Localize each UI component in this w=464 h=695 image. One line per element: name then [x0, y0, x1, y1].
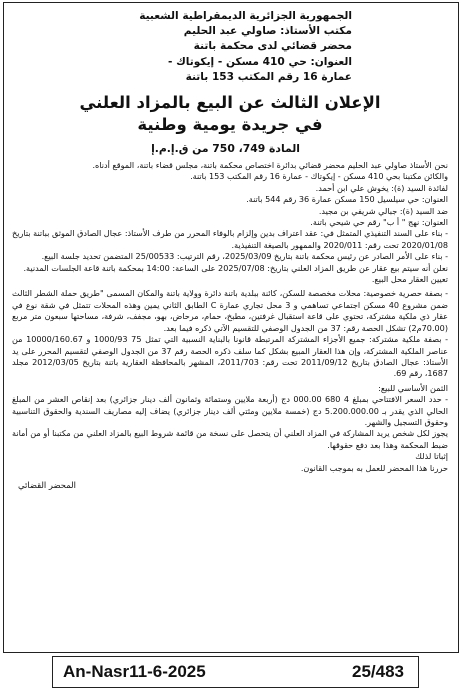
body-paragraph: تعيين العقار محل البيع.: [371, 274, 448, 285]
body-paragraph: - بناء على الأمر الصادر عن رئيس محكمة باتنة بتاريخ 2025/03/09، رقم الترتيب: 25/00533 المتضمن تحديد جلسة البيع.: [41, 251, 448, 262]
body-paragraph: نحن الأستاذ صاولي عبد الحليم محضر قضائي بدائرة اختصاص محكمة باتنة، مجلس قضاء باتنة، الموقع أدناه.: [92, 160, 448, 171]
header-line-address: العنوان: حي 410 مسكن - إيكوتاك -: [168, 55, 352, 68]
legal-reference: المادة 749، 750 من ق.إ.م.إ: [151, 142, 300, 156]
header-line-office: مكتب الأستاذ: صاولي عبد الحليم: [183, 25, 352, 38]
body-paragraph: - بناء على السند التنفيذي المتمثل في: عقد اعتراف بدين وإلزام بالوفاء المحرر من طرف الأستاذ: عجال الصادق الموثق بباتنة بتاريخ 2020/01/08 تحت رقم: 2020/011 والممهور بالصيغة التنفيذية.: [12, 228, 448, 250]
body-paragraph: ضد السيد (ة): جبالي شريفي بن مجيد.: [318, 205, 448, 216]
body-paragraph: إثباتا لذلك: [415, 451, 448, 462]
headline-part-2: في جريدة يومية وطنية: [137, 115, 323, 135]
body-paragraph: حررنا هذا المحضر للعمل به بموجب القانون.: [300, 462, 448, 473]
body-paragraph: - بصفة حصرية خصوصية: محلات مخصصة للسكن، كائنة ببلدية باتنة دائرة وولاية باتنة والمكان المسمى "طريق حملة الشطر الثالث ضمن مشروع 40 مسكن اجتماعي تساهمي و 3 محل تجاري عمارة C الطابق الثاني يمين وهذه المحلات تتمثل في شقة نوع في عقار ذي ملكية مشتركة، تحتوي على قاعة استقبال غرفتين، مطبخ، حمام، مرحاض، بهو، مجفف، شرفة، مساحتها سبعون متر مربع (70.00م2) تشكل الحصة رقم: 37 من الجدول الوصفي للتقسيم الآتي ذكره فيما بعد.: [12, 288, 448, 333]
publication-footer: [52, 656, 419, 688]
body-paragraph: - حدد السعر الافتتاحي بمبلغ 4 680 000.00 دج (أربعة ملايين وستمائة وثمانون ألف دينار جزائري) بعد إنقاص العشر من المبلغ الحالي الذي يقدر بـ 5.200.000.00 دج (خمسة ملايين ومئتي ألف دينار جزائري) يضاف إليه مصاريف السندية والحقوق التناسبية وحقوق التسجيل والشهر.: [12, 394, 448, 427]
body-paragraph: يجوز لكل شخص يريد المشاركة في المزاد العلني أن يتحصل على نسخة من قائمة شروط البيع بالمزاد العلني من مكتبنا أو من أمانة ضبط المحكمة وهذا بعد دفع حقوقها.: [12, 428, 448, 450]
body-paragraph: العنوان: حي سيلسيل 150 مسكن عمارة 36 رقم 544 باتنة.: [246, 194, 448, 205]
notice-headline: [12, 92, 448, 136]
body-paragraph: والكائن مكتبنا بحي 410 مسكن - إيكوتاك - عمارة 16 رقم المكتب 153 باتنة.: [190, 171, 448, 182]
notice-reference-number: 25/483: [352, 662, 404, 681]
notice-body: [12, 160, 448, 474]
body-paragraph: نعلن أنه سيتم بيع عقار عن طريق المزاد العلني بتاريخ: 2025/07/08 على الساعة: 14:00 بمحكمة باتنة قاعة الجلسات المدنية.: [23, 262, 448, 273]
body-paragraph: الثمن الأساسي للبيع:: [378, 382, 448, 393]
publication-date: An-Nasr11-6-2025: [63, 662, 206, 681]
body-paragraph: - بصفة ملكية مشتركة: جميع الأجزاء المشتركة المرتبطة قانونا بالبناية النسبية التي تمثل 75 1000/93 و 10000/160.67 من عناصر الملكية المشتركة، وإن هذا العقار المبيع بشكل كما سلف ذكره الحصة رقم 37 من الجدول الوصفي لتقسيم المحرر على يد الأستاذ: عجال الصادق بتاريخ 2011/09/12 تحت رقم: 2011/703، المشهر بالمحافظة العقارية باتنة بتاريخ 2012/03/05 مجلد 1687، رقم 69.: [12, 334, 448, 379]
header-line-bailiff: محضر قضائي لدى محكمة باتنة: [193, 40, 352, 53]
notice-header: [12, 9, 448, 85]
body-paragraph: لفائدة السيد (ة): يخوش علي ابن أحمد.: [315, 182, 448, 193]
bailiff-signature: المحضر القضائي: [18, 479, 76, 490]
header-line-building: عمارة 16 رقم المكتب 153 باتنة: [185, 70, 352, 83]
body-paragraph: العنوان: نهج " أ ب" رقم حي شيحي باتنة.: [310, 217, 448, 228]
legal-notice-frame: [3, 2, 459, 653]
headline-part-1: الإعلان الثالث عن البيع بالمزاد العلني: [79, 93, 381, 113]
header-line-republic: الجمهورية الجزائرية الديمقراطية الشعبية: [139, 10, 352, 22]
